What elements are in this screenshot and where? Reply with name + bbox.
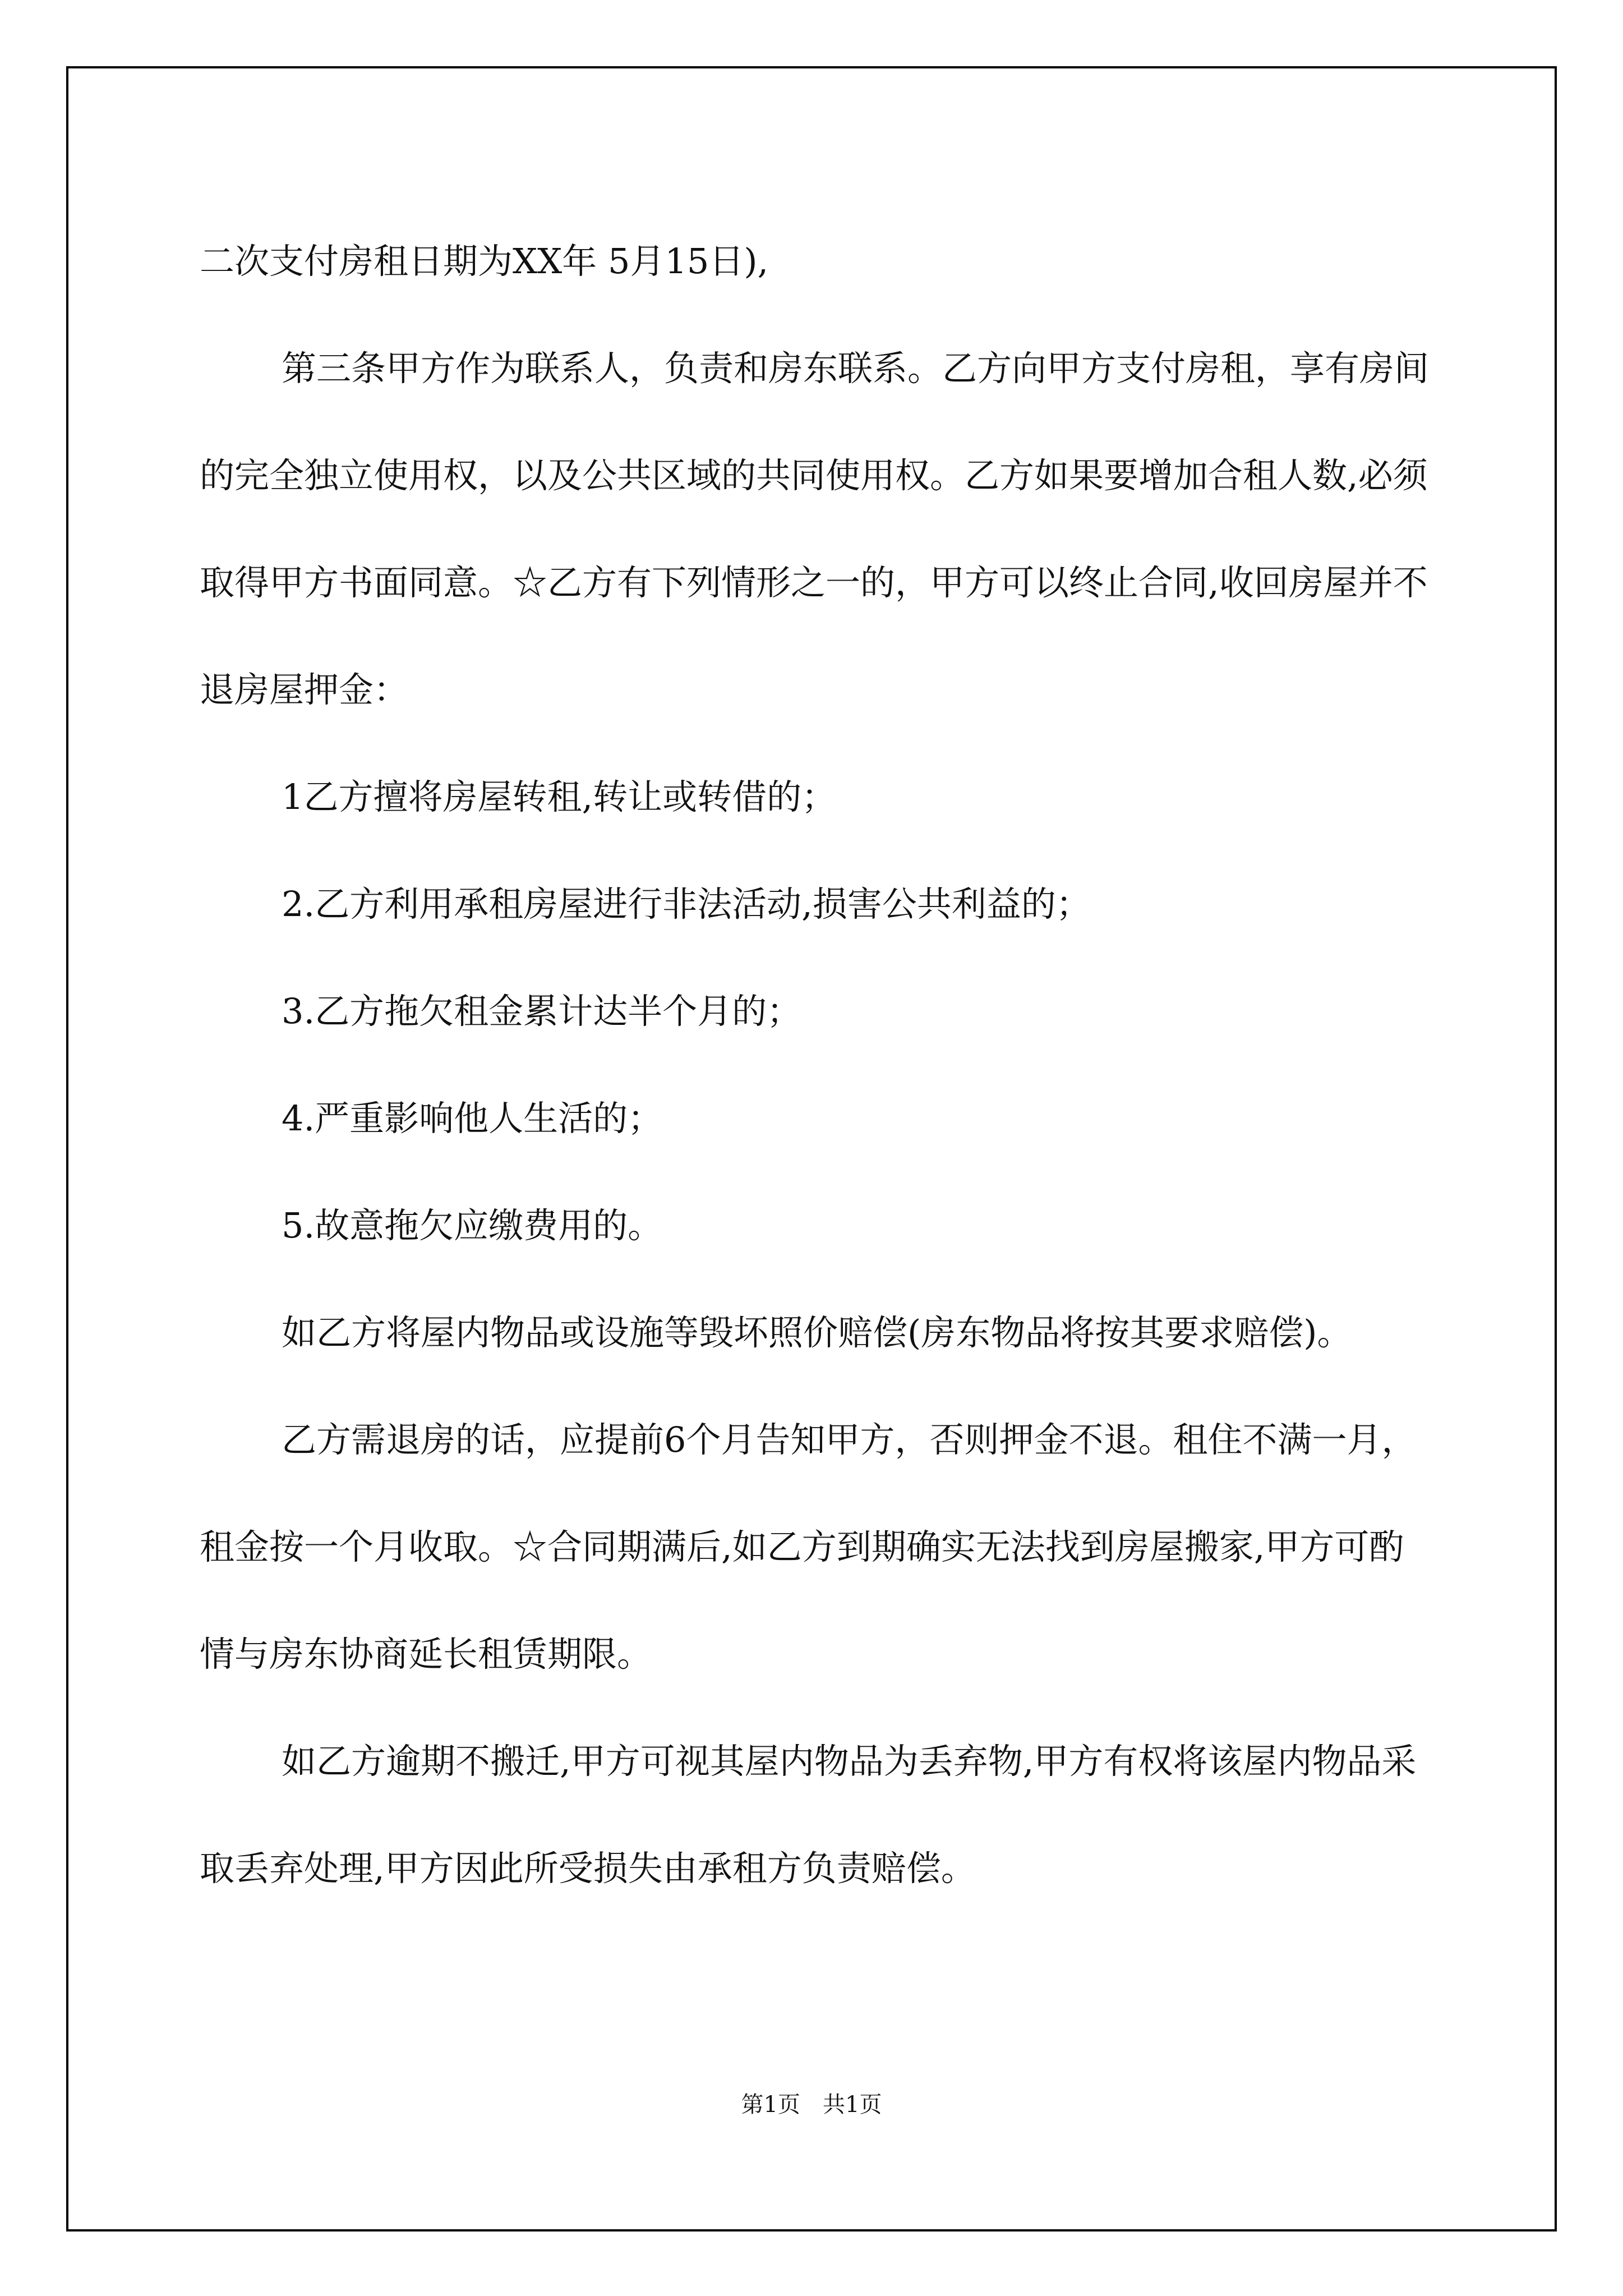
paragraph-3: 1乙方擅将房屋转租,转让或转借的； (282, 776, 837, 817)
document-body (200, 208, 1433, 1922)
paragraph-5: 3.乙方拖欠租金累计达半个月的； (282, 991, 802, 1032)
paragraph-2: 第三条甲方作为联系人，负责和房东联系。乙方向甲方支付房租，享有房间的完全独立使用权，以及公共区域的共同使用权。乙方如果要增加合租人数,必须取得甲方书面同意。☆乙方有下列情形之一的，甲方可以终止合同,收回房屋并不退房屋押金： (200, 348, 1430, 710)
paragraph-1: 二次支付房租日期为XX年 5月15日), (200, 241, 769, 282)
paragraph-8: 如乙方将屋内物品或设施等毁坏照价赔偿(房东物品将按其要求赔偿)。 (282, 1312, 1352, 1353)
paragraph-10: 如乙方逾期不搬迁,甲方可视其屋内物品为丢弃物,甲方有权将该屋内物品采取丢弃处理,甲方因此所受损失由承租方负责赔偿。 (200, 1741, 1417, 1889)
paragraph-6: 4.严重影响他人生活的； (282, 1098, 663, 1139)
paragraph-9: 乙方需退房的话，应提前6个月告知甲方，否则押金不退。租住不满一月，租金按一个月收取。☆合同期满后,如乙方到期确实无法找到房屋搬家,甲方可酌情与房东协商延长租赁期限。 (200, 1419, 1417, 1674)
paragraph-4: 2.乙方利用承租房屋进行非法活动,损害公共利益的； (282, 884, 1091, 924)
page-number-footer: 第1页 共1页 (741, 2092, 882, 2118)
paragraph-7: 5.故意拖欠应缴费用的。 (282, 1205, 663, 1246)
